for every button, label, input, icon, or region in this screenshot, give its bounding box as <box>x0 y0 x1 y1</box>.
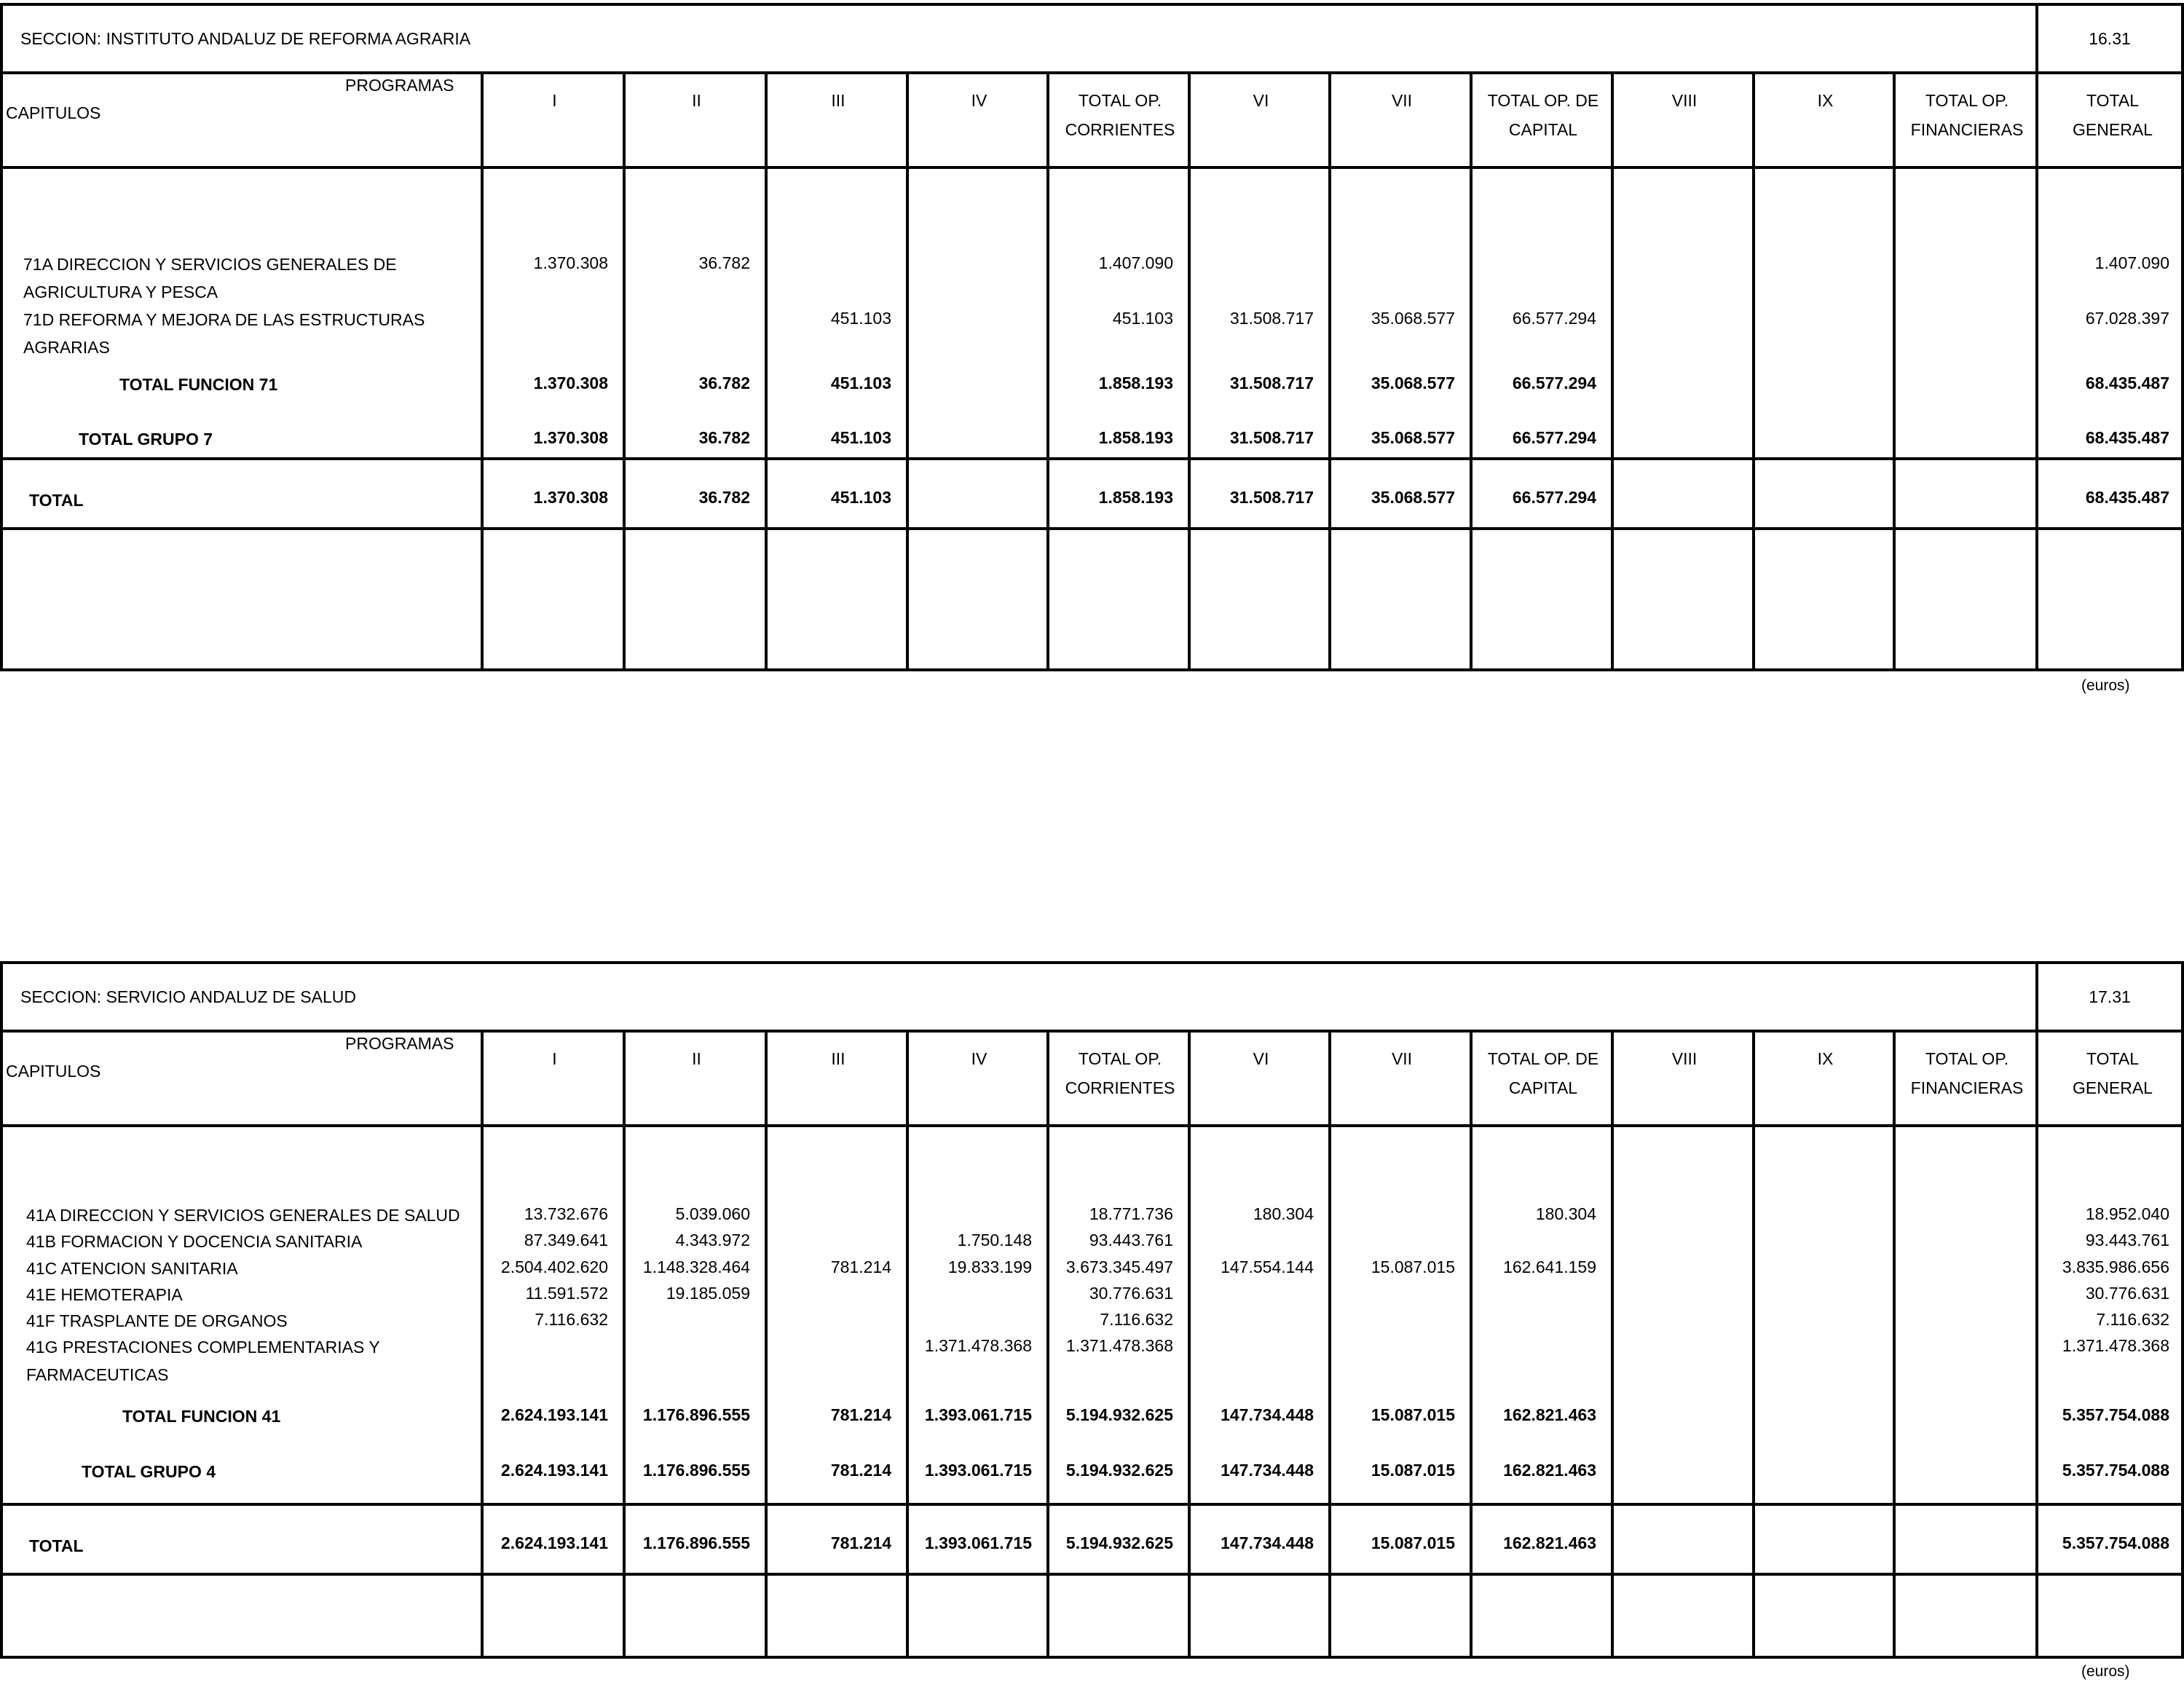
cell-value: 781.214 <box>830 1405 891 1424</box>
cell-value: 35.068.577 <box>1371 309 1455 328</box>
cell-value: 1.858.193 <box>1098 374 1173 392</box>
cell-value: 7.116.632 <box>535 1310 608 1329</box>
row-label: 41G PRESTACIONES COMPLEMENTARIAS Y <box>26 1338 380 1357</box>
cell-value: 147.734.448 <box>1221 1405 1314 1424</box>
column-header <box>484 1044 626 1073</box>
cell-value: 3.835.986.656 <box>2062 1257 2169 1276</box>
cell-value: 451.103 <box>830 309 891 328</box>
column-header <box>1473 1044 1614 1102</box>
cell-value: 31.508.717 <box>1229 309 1314 328</box>
total-value: 1.858.193 <box>1098 488 1173 507</box>
section-title-row <box>3 6 2181 74</box>
total-value: 15.087.015 <box>1371 1533 1455 1552</box>
column-header <box>909 86 1049 115</box>
capitulos-label: CAPITULOS <box>6 103 101 122</box>
column-header-line: I <box>552 91 557 110</box>
column-header-line: TOTAL <box>2086 1049 2139 1068</box>
cell-value: 15.087.015 <box>1371 1257 1455 1276</box>
cell-value: 147.734.448 <box>1221 1461 1314 1480</box>
column-header <box>1331 1044 1473 1073</box>
row-divider <box>3 166 2181 169</box>
cell-value: 13.732.676 <box>524 1204 608 1223</box>
cell-value: 781.214 <box>830 1257 891 1276</box>
cell-value: 87.349.641 <box>524 1231 608 1249</box>
row-divider <box>3 1124 2181 1127</box>
column-divider <box>1470 1030 1473 1656</box>
cell-value: 35.068.577 <box>1371 374 1455 392</box>
cell-value: 66.577.294 <box>1512 428 1596 447</box>
column-divider <box>1046 71 1049 668</box>
cell-value: 1.370.308 <box>533 253 608 272</box>
column-header <box>1755 86 1896 115</box>
column-divider <box>1188 1030 1191 1656</box>
cell-value: 147.554.144 <box>1221 1257 1314 1276</box>
programas-label: PROGRAMAS <box>345 76 454 95</box>
section-title: SECCION: SERVICIO ANDALUZ DE SALUD <box>20 987 356 1006</box>
cell-value: 30.776.631 <box>1089 1284 1173 1303</box>
row-label: AGRARIAS <box>23 338 110 357</box>
column-header-line: TOTAL OP. <box>1078 91 1162 110</box>
cell-value: 68.435.487 <box>2085 428 2169 447</box>
total-value: 31.508.717 <box>1229 488 1314 507</box>
column-divider <box>1752 1030 1755 1656</box>
column-header <box>1473 86 1614 144</box>
column-header-line: GENERAL <box>2073 1078 2153 1097</box>
cell-value: 1.370.308 <box>533 428 608 447</box>
column-header-line: VII <box>1391 1049 1413 1068</box>
column-header-line: VI <box>1253 91 1269 110</box>
cell-value: 1.371.478.368 <box>1065 1336 1173 1355</box>
cell-value: 180.304 <box>1535 1204 1596 1223</box>
units-note: (euros) <box>2081 1663 2130 1680</box>
row-divider <box>3 527 2181 530</box>
column-header-line: VI <box>1253 1049 1269 1068</box>
total-label: TOTAL <box>29 1536 84 1555</box>
total-value: 1.176.896.555 <box>642 1533 750 1552</box>
cell-value: 1.407.090 <box>2094 253 2169 272</box>
cell-value: 451.103 <box>830 428 891 447</box>
row-label: TOTAL GRUPO 4 <box>82 1462 216 1481</box>
cell-value: 15.087.015 <box>1371 1405 1455 1424</box>
column-divider <box>1752 71 1755 668</box>
column-header-line: III <box>831 1049 845 1068</box>
cell-value: 19.185.059 <box>666 1284 750 1303</box>
column-header-line: IX <box>1817 91 1834 110</box>
cell-value: 7.116.632 <box>1100 1310 1173 1329</box>
cell-value: 1.407.090 <box>1098 253 1173 272</box>
column-divider <box>1893 1030 1896 1656</box>
total-value: 162.821.463 <box>1503 1533 1596 1552</box>
cell-value: 18.952.040 <box>2085 1204 2169 1223</box>
section-code: 16.31 <box>2035 6 2181 71</box>
section-code: 17.31 <box>2035 964 2181 1030</box>
cell-value: 1.750.148 <box>957 1231 1032 1249</box>
column-header <box>626 86 768 115</box>
cell-value: 2.504.402.620 <box>500 1257 608 1276</box>
cell-value: 36.782 <box>698 428 750 447</box>
column-header-line: CAPITAL <box>1508 1078 1578 1097</box>
total-value: 35.068.577 <box>1371 488 1455 507</box>
cell-value: 5.039.060 <box>675 1204 750 1223</box>
cell-value: 5.357.754.088 <box>2062 1405 2169 1424</box>
column-header-line: GENERAL <box>2073 120 2153 139</box>
column-header-line: VIII <box>1671 91 1698 110</box>
column-header <box>2038 1044 2184 1102</box>
row-divider <box>3 457 2181 460</box>
cell-value: 30.776.631 <box>2085 1284 2169 1303</box>
units-note: (euros) <box>2081 677 2130 694</box>
row-label: 41B FORMACION Y DOCENCIA SANITARIA <box>26 1232 363 1251</box>
cell-value: 5.194.932.625 <box>1065 1405 1173 1424</box>
row-label: 41C ATENCION SANITARIA <box>26 1259 238 1278</box>
section-title: SECCION: INSTITUTO ANDALUZ DE REFORMA AGRARIA <box>20 29 471 48</box>
column-header <box>1331 86 1473 115</box>
row-label: 71A DIRECCION Y SERVICIOS GENERALES DE <box>23 255 397 274</box>
cell-value: 1.371.478.368 <box>2062 1336 2169 1355</box>
budget-section <box>0 961 2184 1659</box>
cell-value: 2.624.193.141 <box>500 1461 608 1480</box>
capitulos-label: CAPITULOS <box>6 1062 101 1081</box>
column-header-line: I <box>552 1049 557 1068</box>
column-header <box>909 1044 1049 1073</box>
column-header <box>2038 86 2184 144</box>
column-header-line: IX <box>1817 1049 1834 1068</box>
cell-value: 5.194.932.625 <box>1065 1461 1173 1480</box>
column-header-line: IV <box>971 91 987 110</box>
column-divider <box>2035 71 2038 668</box>
column-divider <box>1611 71 1614 668</box>
cell-value: 31.508.717 <box>1229 374 1314 392</box>
column-header-line: TOTAL OP. <box>1078 1049 1162 1068</box>
cell-value: 67.028.397 <box>2085 309 2169 328</box>
column-header-line: CORRIENTES <box>1065 120 1175 139</box>
cell-value: 1.393.061.715 <box>924 1461 1032 1480</box>
column-header-line: FINANCIERAS <box>1910 120 2024 139</box>
cell-value: 31.508.717 <box>1229 428 1314 447</box>
cell-value: 15.087.015 <box>1371 1461 1455 1480</box>
cell-value: 180.304 <box>1253 1204 1314 1223</box>
row-divider <box>3 1573 2181 1576</box>
cell-value: 1.371.478.368 <box>924 1336 1032 1355</box>
column-divider <box>906 71 909 668</box>
column-header <box>1896 86 2038 144</box>
column-header-line: VIII <box>1671 1049 1698 1068</box>
column-header <box>1191 86 1331 115</box>
total-value: 68.435.487 <box>2085 488 2169 507</box>
column-divider <box>623 71 626 668</box>
column-header <box>484 86 626 115</box>
column-header-line: IV <box>971 1049 987 1068</box>
column-header-line: TOTAL OP. <box>1925 1049 2009 1068</box>
budget-section <box>0 3 2184 671</box>
row-label: FARMACEUTICAS <box>26 1365 169 1384</box>
cell-value: 1.148.328.464 <box>642 1257 750 1276</box>
total-value: 1.370.308 <box>533 488 608 507</box>
cell-value: 5.357.754.088 <box>2062 1461 2169 1480</box>
cell-value: 66.577.294 <box>1512 309 1596 328</box>
cell-value: 3.673.345.497 <box>1065 1257 1173 1276</box>
column-header <box>1614 86 1755 115</box>
cell-value: 2.624.193.141 <box>500 1405 608 1424</box>
row-label: TOTAL FUNCION 71 <box>119 375 278 394</box>
column-header-line: TOTAL OP. DE <box>1487 91 1599 110</box>
column-header-line: FINANCIERAS <box>1910 1078 2024 1097</box>
row-label: AGRICULTURA Y PESCA <box>23 283 218 301</box>
cell-value: 7.116.632 <box>2096 1310 2169 1329</box>
column-header <box>1191 1044 1331 1073</box>
column-header-line: II <box>692 91 701 110</box>
column-divider <box>1188 71 1191 668</box>
column-header <box>1614 1044 1755 1073</box>
row-divider <box>3 1503 2181 1506</box>
column-header-line: TOTAL <box>2086 91 2139 110</box>
column-header-line: TOTAL OP. DE <box>1487 1049 1599 1068</box>
cell-value: 36.782 <box>698 374 750 392</box>
row-label: 41E HEMOTERAPIA <box>26 1285 183 1304</box>
column-divider <box>1893 71 1896 668</box>
cell-value: 19.833.199 <box>947 1257 1032 1276</box>
column-divider <box>765 71 768 668</box>
total-value: 781.214 <box>830 1533 891 1552</box>
total-value: 147.734.448 <box>1221 1533 1314 1552</box>
column-divider <box>1470 71 1473 668</box>
column-header-line: II <box>692 1049 701 1068</box>
cell-value: 162.641.159 <box>1503 1257 1596 1276</box>
column-header-line: III <box>831 91 845 110</box>
column-header <box>1049 86 1191 144</box>
cell-value: 1.176.896.555 <box>642 1405 750 1424</box>
row-label: TOTAL GRUPO 7 <box>79 430 213 449</box>
section-title-row <box>3 964 2181 1033</box>
column-divider <box>765 1030 768 1656</box>
total-value: 1.393.061.715 <box>924 1533 1032 1552</box>
cell-value: 11.591.572 <box>525 1284 608 1303</box>
cell-value: 781.214 <box>830 1461 891 1480</box>
cell-value: 93.443.761 <box>2085 1231 2169 1249</box>
cell-value: 18.771.736 <box>1089 1204 1173 1223</box>
column-divider <box>481 71 484 668</box>
cell-value: 36.782 <box>698 253 750 272</box>
column-divider <box>1328 1030 1331 1656</box>
cell-value: 35.068.577 <box>1371 428 1455 447</box>
total-value: 5.194.932.625 <box>1065 1533 1173 1552</box>
row-label: 41F TRASPLANTE DE ORGANOS <box>26 1311 288 1330</box>
column-header-line: TOTAL OP. <box>1925 91 2009 110</box>
cell-value: 1.370.308 <box>533 374 608 392</box>
column-header <box>1896 1044 2038 1102</box>
cell-value: 93.443.761 <box>1089 1231 1173 1249</box>
cell-value: 451.103 <box>830 374 891 392</box>
total-value: 66.577.294 <box>1512 488 1596 507</box>
total-label: TOTAL <box>29 491 84 510</box>
column-header <box>626 1044 768 1073</box>
programas-label: PROGRAMAS <box>345 1034 454 1053</box>
cell-value: 68.435.487 <box>2085 374 2169 392</box>
column-header <box>1755 1044 1896 1073</box>
column-divider <box>481 1030 484 1656</box>
cell-value: 1.176.896.555 <box>642 1461 750 1480</box>
cell-value: 451.103 <box>1112 309 1173 328</box>
column-header <box>768 86 909 115</box>
column-divider <box>623 1030 626 1656</box>
total-value: 451.103 <box>830 488 891 507</box>
total-value: 36.782 <box>698 488 750 507</box>
cell-value: 162.821.463 <box>1503 1405 1596 1424</box>
cell-value: 162.821.463 <box>1503 1461 1596 1480</box>
total-value: 2.624.193.141 <box>500 1533 608 1552</box>
column-header-line: VII <box>1391 91 1413 110</box>
row-label: 41A DIRECCION Y SERVICIOS GENERALES DE SALUD <box>26 1206 460 1225</box>
column-header <box>768 1044 909 1073</box>
total-value: 5.357.754.088 <box>2062 1533 2169 1552</box>
column-header-line: CORRIENTES <box>1065 1078 1175 1097</box>
column-header <box>1049 1044 1191 1102</box>
cell-value: 4.343.972 <box>675 1231 750 1249</box>
row-label: 71D REFORMA Y MEJORA DE LAS ESTRUCTURAS <box>23 310 425 329</box>
column-divider <box>1611 1030 1614 1656</box>
column-header-line: CAPITAL <box>1508 120 1578 139</box>
cell-value: 1.858.193 <box>1098 428 1173 447</box>
cell-value: 1.393.061.715 <box>924 1405 1032 1424</box>
row-label: TOTAL FUNCION 41 <box>122 1407 281 1426</box>
cell-value: 66.577.294 <box>1512 374 1596 392</box>
column-divider <box>1328 71 1331 668</box>
